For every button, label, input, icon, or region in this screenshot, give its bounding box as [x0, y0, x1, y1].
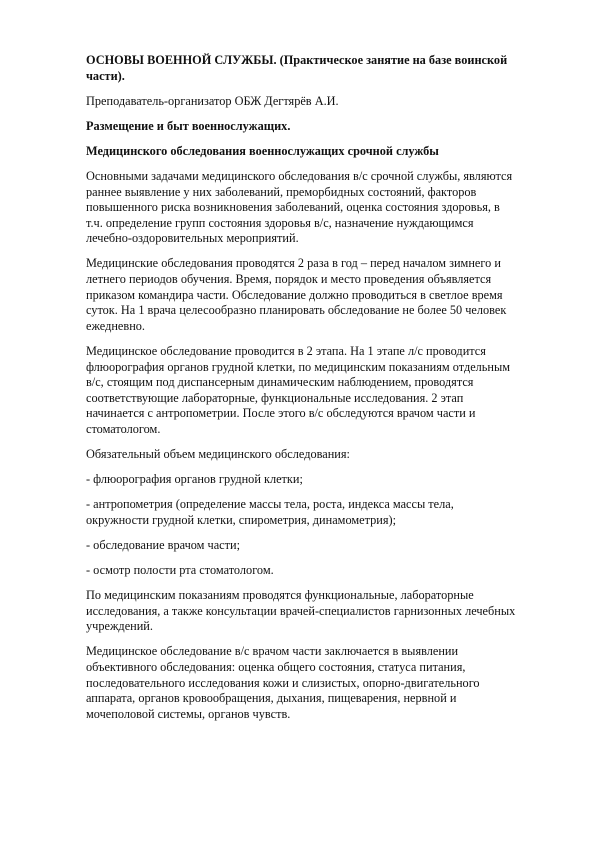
- document-title: [86, 53, 518, 84]
- list-item-doctor-exam: - обследование врачом части;: [86, 537, 241, 552]
- section-heading-medical: Медицинского обследования военнослужащих срочной службы: [86, 143, 439, 158]
- document-page: [86, 53, 518, 732]
- paragraph-stages: Медицинское обследование проводится в 2 этапа. На 1 этапе л/с проводится флюорография органов грудной клетки, по медицинским показаниям отдельным в/с, стоящим под диспансерным динамическим наблюдением, проводятся соответствующие лабораторные, функциональные исследования. 2 этап начинается с антропометрии. После этого в/с обследуются врачом части и стоматологом.: [86, 343, 511, 436]
- paragraph-schedule: Медицинские обследования проводятся 2 раза в год – перед началом зимнего и летнего периодов обучения. Время, порядок и место проведения объявляется приказом командира части. Обследование должно проводиться в светлое время суток. На 1 врача целесообразно планировать обследование не более 50 человек ежедневно.: [86, 256, 507, 333]
- paragraph-scope-intro: Обязательный объем медицинского обследования:: [86, 446, 350, 461]
- title-main: ОСНОВЫ ВОЕННОЙ СЛУЖБЫ.: [86, 53, 277, 67]
- paragraph-doctor-exam: Медицинское обследование в/с врачом части заключается в выявлении объективного обследования: оценка общего состояния, статуса питания, последовательного исследования кожи и слизистых, опорно-двигательного аппарата, органов кровообращения, дыхания, пищеварения, нервной и мочеполовой системы, органов чувств.: [86, 644, 480, 721]
- list-item-anthropometry: - антропометрия (определение массы тела, роста, индекса массы тела, окружности грудной клетки, спирометрия, динамометрия);: [86, 497, 454, 527]
- paragraph-tasks: Основными задачами медицинского обследования в/с срочной службы, являются раннее выявление у них заболеваний, преморбидных состояний, факторов повышенного риска возникновения заболеваний, оценка состояния здоровья, в т.ч. определение групп состояния здоровья в/с, назначение нуждающимся лечебно-оздоровительных мероприятий.: [86, 168, 513, 246]
- title-sub: (Практическое занятие на базе воинской части).: [86, 53, 508, 83]
- author-line: Преподаватель-организатор ОБЖ Дегтярёв А.И.: [86, 93, 339, 108]
- list-item-dental-exam: - осмотр полости рта стоматологом.: [86, 562, 274, 577]
- section-heading-housing: Размещение и быт военнослужащих.: [86, 118, 291, 133]
- paragraph-indications: По медицинским показаниям проводятся функциональные, лабораторные исследования, а также консультации врачей-специалистов гарнизонных лечебных учреждений.: [86, 588, 516, 634]
- list-item-fluorography: - флюорография органов грудной клетки;: [86, 472, 303, 487]
